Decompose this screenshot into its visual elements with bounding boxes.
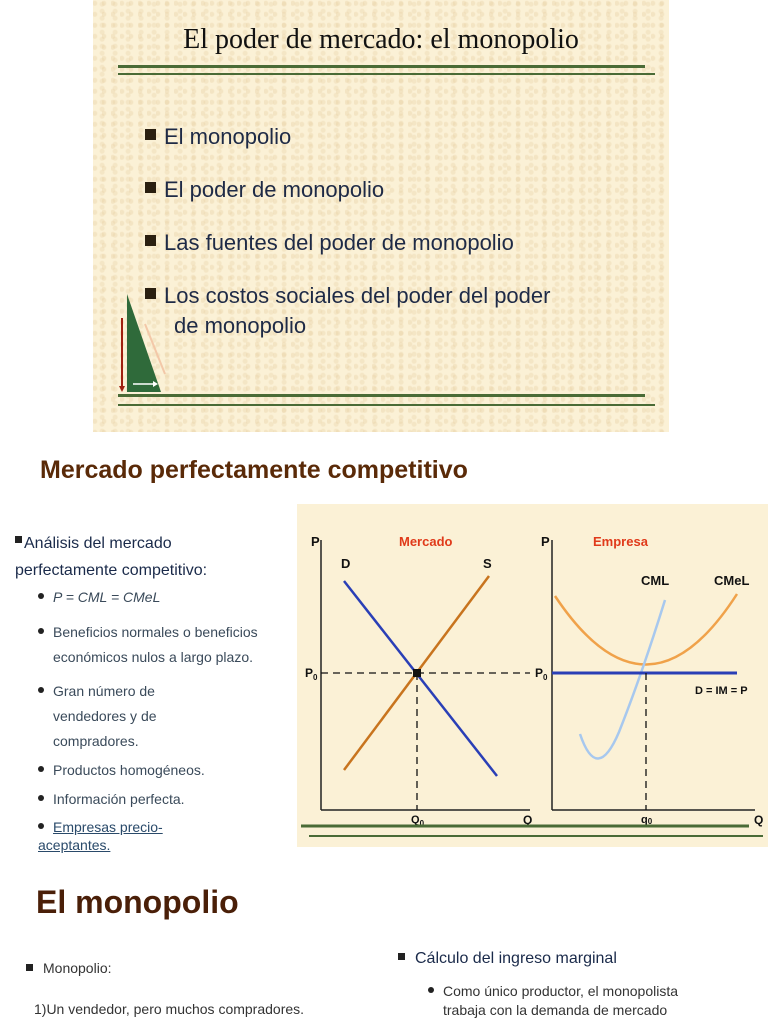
slide-3-title: El monopolio [36,884,239,920]
right-p-axis-label: P [541,534,550,549]
square-bullet-icon [26,964,33,971]
title-rule-bottom [118,73,655,75]
p0-right-label: $P_0$ [535,666,548,682]
market-firm-diagram [297,504,768,847]
equilibrium-point [413,669,421,677]
right-q-axis-label: Q [754,813,764,827]
square-bullet-icon [145,129,156,140]
cmel-label: CMeL [714,573,750,588]
bullet-dot-icon [428,987,434,993]
diagram-svg [297,504,768,847]
list-item: P = CML = CMeL [38,585,160,610]
market-title: Mercado [399,534,453,549]
firm-demand-label: D = IM = P [695,685,748,697]
bullet-item: El poder de monopolio [145,175,384,205]
bullet-dot-icon [38,823,44,829]
bullet-dot-icon [38,593,44,599]
slide-2-title: Mercado perfectamente competitivo [40,456,468,484]
cml-label: CML [641,573,670,588]
square-bullet-icon [145,182,156,193]
left-p-axis-label: P [311,534,320,549]
bullet-item: Los costos sociales del poder del poder [145,281,550,311]
bullet-dot-icon [38,628,44,634]
square-bullet-icon [15,536,22,543]
list-item: Productos homogéneos. [38,758,205,783]
monopolio-item: Monopolio: [26,960,112,976]
demand-label: D [341,556,351,571]
bullet-dot-icon [38,687,44,693]
square-bullet-icon [398,953,405,960]
list-item: Información perfecta. [38,787,185,812]
triangle-logo-icon [117,290,169,398]
demand-curve [344,581,497,776]
p0-left-label: $P_0$ [305,666,318,682]
slide-2-lead: Análisis del mercado perfectamente competitivo: [15,535,208,579]
left-q-axis-label: Q [523,813,533,827]
bullet-continuation: de monopolio [174,313,307,338]
bullet-dot-icon [38,795,44,801]
ingreso-marginal-text: Como único productor, el monopolista trabaja con la demanda de mercado [428,982,678,1020]
bullet-item: El monopolio [145,122,291,152]
bullet-item: Las fuentes del poder de monopolio [145,228,514,258]
q0-right-label: q0 [641,814,653,826]
supply-label: S [483,556,492,571]
square-bullet-icon [145,235,156,246]
slide-1 [93,0,669,432]
list-item-link: Empresas precio- aceptantes. [38,819,163,853]
monopolio-subitem: 1)Un vendedor, pero muchos compradores. [34,1001,305,1017]
cmel-curve [555,594,737,665]
list-item: Beneficios normales o beneficios económicos nulos a largo plazo. [38,620,258,670]
q0-left-label: $Q_0$ [411,814,425,828]
slide-1-title: El poder de mercado: el monopolio [183,24,579,55]
footer-rule-bottom [118,404,655,406]
title-rule-top [118,65,645,68]
firm-title: Empresa [593,534,648,549]
cml-curve [580,600,665,759]
footer-rule-top [118,394,645,397]
list-item: Gran número de vendedores y de compradores. [38,679,157,754]
ingreso-marginal-heading: Cálculo del ingreso marginal [398,950,617,968]
bullet-dot-icon [38,766,44,772]
